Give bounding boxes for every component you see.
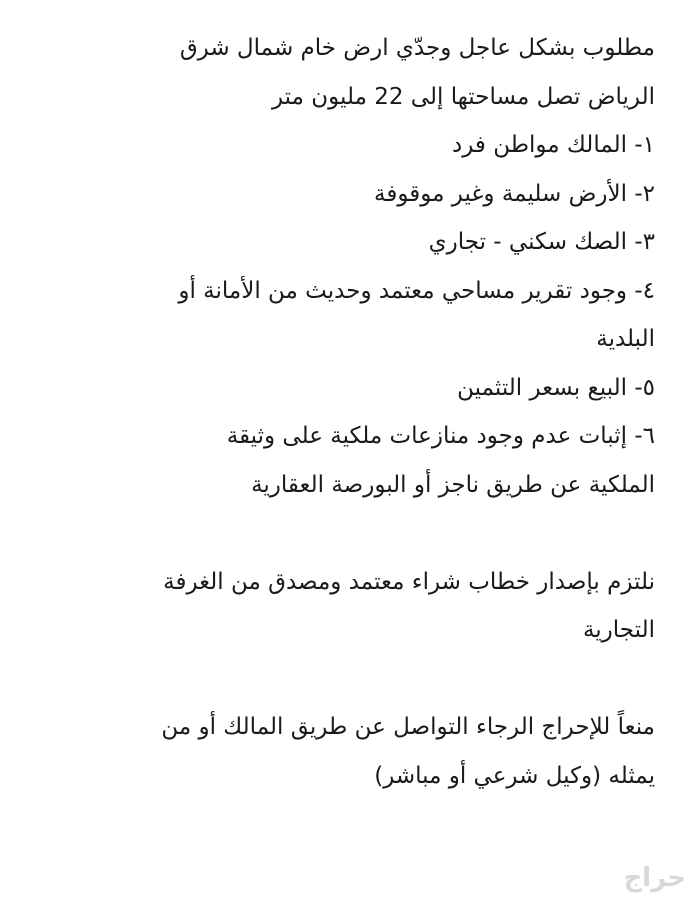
intro-line: الرياض تصل مساحتها إلى 22 مليون متر [271, 83, 655, 110]
condition-item: ٣- الصك سكني - تجاري [428, 229, 655, 255]
condition-item: ٥- البيع بسعر التثمين [457, 374, 655, 401]
condition-item: ٤- وجود تقرير مساحي معتمد وحديث من الأمانة أو [178, 277, 655, 304]
condition-item-continuation: الملكية عن طريق ناجز أو البورصة العقارية [251, 471, 655, 498]
paragraph-gap [40, 655, 655, 704]
notice-line: يمثله (وكيل شرعي أو مباشر) [374, 762, 655, 789]
condition-item: ١- المالك مواطن فرد [451, 132, 655, 158]
notice-line: منعاً للإحراج الرجاء التواصل عن طريق المالك أو من [161, 714, 655, 740]
commitment-line: التجارية [582, 617, 655, 643]
paragraph-gap [40, 509, 655, 558]
commitment-line: نلتزم بإصدار خطاب شراء معتمد ومصدق من الغرفة [163, 568, 655, 595]
condition-item-continuation: البلدية [596, 326, 655, 352]
haraj-watermark-logo: حراج [623, 863, 686, 893]
intro-line: مطلوب بشكل عاجل وجدّي ارض خام شمال شرق [179, 35, 655, 61]
condition-item: ٢- الأرض سليمة وغير موقوفة [374, 180, 655, 207]
condition-item: ٦- إثبات عدم وجود منازعات ملكية على وثيقة [226, 423, 655, 449]
